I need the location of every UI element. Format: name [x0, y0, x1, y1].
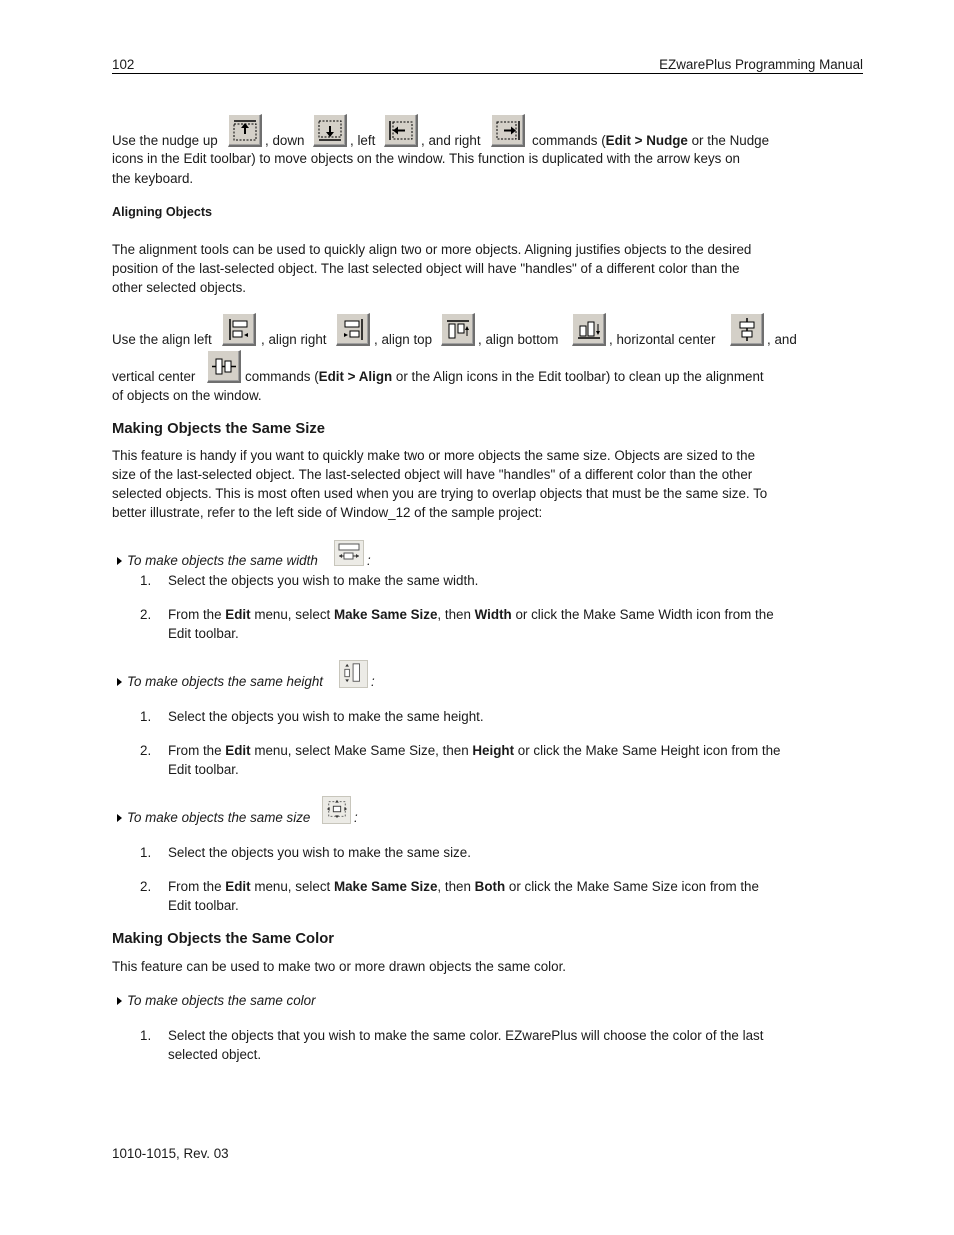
procedure-arrow-icon [117, 557, 122, 565]
nudge-down-icon [313, 114, 347, 147]
page-number: 102 [112, 57, 135, 72]
procedure-arrow-icon [117, 678, 122, 686]
color-step-1: Select the objects that you wish to make the same color. EZwarePlus will choose the color of the last selected object. [168, 1028, 764, 1062]
height-step-2: From the Edit menu, select Make Same Size, then Height or click the Make Same Height icon from the Edit toolbar. [168, 743, 781, 777]
align-paragraph [112, 329, 832, 409]
vertical-center-text-3: of objects on the window. [112, 388, 262, 403]
width-procedure: To make objects the same width [117, 551, 318, 570]
align-text-5: , horizontal center [609, 332, 716, 347]
same-size-line-4: better illustrate, refer to the left side of Window_12 of the sample project: [112, 505, 543, 520]
vertical-center-text-1: vertical center [112, 369, 196, 384]
height-steps [140, 707, 840, 787]
aligning-line-1: The alignment tools can be used to quickly align two or more objects. Aligning justifies objects to the desired [112, 242, 752, 257]
size-colon: : [354, 810, 358, 825]
same-color-heading: Making Objects the Same Color [112, 931, 335, 947]
make-same-height-icon [339, 660, 368, 688]
nudge-text-5: commands (Edit > Nudge or the Nudge [532, 133, 770, 148]
align-text-6: , and [767, 332, 797, 347]
align-text-3: , align top [374, 332, 433, 347]
nudge-right-icon [491, 114, 525, 147]
step-number: 2. [140, 607, 152, 622]
same-size-line-1: This feature is handy if you want to quickly make two or more objects the same size. Objects are sized to the [112, 448, 756, 463]
nudge-text-1: Use the nudge up [112, 133, 218, 148]
horizontal-center-icon [730, 313, 764, 346]
align-text-2: , align right [261, 332, 327, 347]
size-procedure: To make objects the same size [117, 808, 310, 827]
aligning-paragraph [112, 240, 832, 297]
width-step-2: From the Edit menu, select Make Same Size, then Width or click the Make Same Width icon from the Edit toolbar. [168, 607, 774, 641]
vertical-center-icon [207, 350, 241, 383]
height-step-1: Select the objects you wish to make the same height. [168, 709, 484, 724]
aligning-heading: Aligning Objects [112, 205, 213, 219]
make-same-width-icon [334, 540, 364, 566]
color-procedure: To make objects the same color [117, 991, 316, 1010]
nudge-text-4: , and right [421, 133, 481, 148]
same-size-line-3: selected objects. This is most often used when you are trying to overlap objects that must be the same size. To [112, 486, 768, 501]
size-step-2: From the Edit menu, select Make Same Size, then Both or click the Make Same Size icon from the Edit toolbar. [168, 879, 759, 913]
make-same-size-icon [322, 796, 351, 824]
align-text-4: , align bottom [478, 332, 559, 347]
page-header [112, 57, 863, 74]
aligning-line-2: position of the last-selected object. The last selected object will have "handles" of a different color than the [112, 261, 740, 276]
color-steps [140, 1026, 840, 1071]
nudge-text-2: , down [265, 133, 305, 148]
width-step-1: Select the objects you wish to make the same width. [168, 573, 479, 588]
nudge-up-icon [228, 114, 262, 147]
same-size-heading: Making Objects the Same Size [112, 421, 325, 437]
same-size-line-2: size of the last-selected object. The last-selected object will have "handles" of a different color than the other [112, 467, 753, 482]
size-steps [140, 843, 840, 923]
vertical-center-text-2: commands (Edit > Align or the Align icons in the Edit toolbar) to clean up the alignment [245, 369, 764, 384]
align-bottom-icon [572, 313, 606, 346]
doc-number: 1010-1015, Rev. 03 [112, 1146, 229, 1161]
width-colon: : [367, 553, 371, 568]
align-text-1: Use the align left [112, 332, 212, 347]
align-right-icon [336, 313, 370, 346]
procedure-arrow-icon [117, 997, 122, 1005]
step-number: 1. [140, 845, 152, 860]
step-number: 1. [140, 1028, 152, 1043]
height-procedure: To make objects the same height [117, 672, 323, 691]
aligning-line-3: other selected objects. [112, 280, 246, 295]
nudge-text-3: , left [350, 133, 376, 148]
nudge-text-line3: the keyboard. [112, 171, 194, 186]
step-number: 1. [140, 709, 152, 724]
step-number: 2. [140, 879, 152, 894]
same-color-paragraph: This feature can be used to make two or more drawn objects the same color. [112, 959, 567, 974]
width-steps [140, 571, 840, 651]
procedure-arrow-icon [117, 814, 122, 822]
step-number: 2. [140, 743, 152, 758]
step-number: 1. [140, 573, 152, 588]
size-step-1: Select the objects you wish to make the same size. [168, 845, 471, 860]
align-top-icon [441, 313, 475, 346]
nudge-text-line2: icons in the Edit toolbar) to move objects on the window. This function is duplicated with the arrow keys on [112, 151, 740, 166]
height-colon: : [371, 674, 375, 689]
nudge-paragraph [112, 130, 832, 190]
align-left-icon [222, 313, 256, 346]
manual-title: EZwarePlus Programming Manual [659, 57, 863, 72]
same-size-paragraph [112, 446, 842, 522]
nudge-left-icon [384, 114, 418, 147]
